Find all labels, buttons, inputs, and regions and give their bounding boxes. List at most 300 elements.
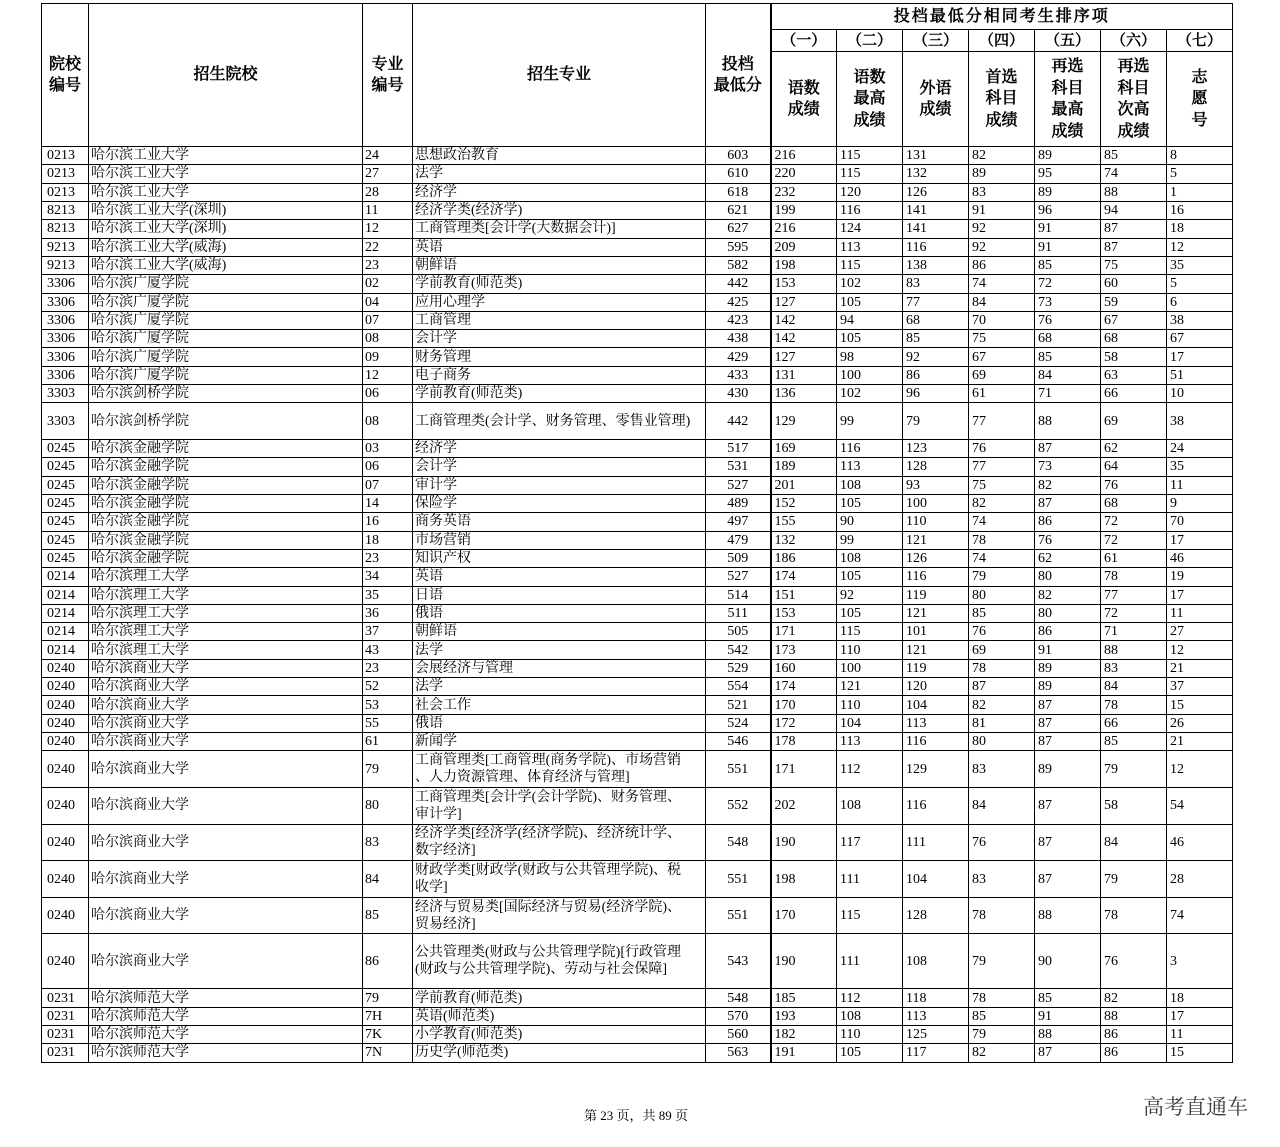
preference-number-cell: 12 — [1167, 641, 1233, 659]
chinese-math-score-cell: 199 — [771, 201, 837, 219]
foreign-language-score-cell: 116 — [903, 787, 969, 824]
school-name-cell: 哈尔滨金融学院 — [89, 458, 363, 476]
chinese-math-score-cell: 142 — [771, 330, 837, 348]
school-name-cell: 哈尔滨金融学院 — [89, 531, 363, 549]
table-row — [42, 293, 1233, 311]
major-name-cell: 财务管理 — [413, 348, 706, 366]
table-row — [42, 494, 1233, 512]
school-code-cell: 3306 — [42, 330, 89, 348]
reselect-subject-max-score-cell: 87 — [1035, 696, 1101, 714]
foreign-language-score-cell: 96 — [903, 385, 969, 403]
table-row — [42, 751, 1233, 788]
major-code-cell: 37 — [363, 623, 413, 641]
min-score-cell: 548 — [706, 989, 771, 1007]
reselect-subject-max-score-cell: 91 — [1035, 641, 1101, 659]
chinese-math-max-score-cell: 108 — [837, 476, 903, 494]
header-tiebreak-group: 投档最低分相同考生排序项 — [771, 4, 1233, 30]
header-school-name: 招生院校 — [89, 4, 363, 147]
table-row — [42, 311, 1233, 329]
chinese-math-max-score-cell: 115 — [837, 623, 903, 641]
first-choice-subject-score-cell: 86 — [969, 256, 1035, 274]
school-name-cell: 哈尔滨工业大学(深圳) — [89, 220, 363, 238]
table-body — [42, 147, 1233, 1063]
chinese-math-score-cell: 220 — [771, 165, 837, 183]
table-row — [42, 403, 1233, 440]
foreign-language-score-cell: 141 — [903, 220, 969, 238]
major-code-cell: 22 — [363, 238, 413, 256]
chinese-math-score-cell: 153 — [771, 275, 837, 293]
min-score-cell: 524 — [706, 714, 771, 732]
first-choice-subject-score-cell: 69 — [969, 641, 1035, 659]
min-score-cell: 543 — [706, 934, 771, 989]
school-code-cell: 0214 — [42, 568, 89, 586]
chinese-math-max-score-cell: 104 — [837, 714, 903, 732]
school-code-cell: 0231 — [42, 989, 89, 1007]
preference-number-cell: 51 — [1167, 366, 1233, 384]
chinese-math-score-cell: 202 — [771, 787, 837, 824]
preference-number-cell: 35 — [1167, 256, 1233, 274]
header-preference-number: 志 愿 号 — [1167, 52, 1233, 147]
chinese-math-score-cell: 169 — [771, 440, 837, 458]
reselect-subject-second-score-cell: 75 — [1101, 256, 1167, 274]
major-code-cell: 12 — [363, 220, 413, 238]
reselect-subject-second-score-cell: 76 — [1101, 476, 1167, 494]
major-name-cell: 工商管理类[工商管理(商务学院)、市场营销 、人力资源管理、体育经济与管理] — [413, 751, 706, 788]
reselect-subject-max-score-cell: 87 — [1035, 733, 1101, 751]
min-score-cell: 438 — [706, 330, 771, 348]
table-row — [42, 476, 1233, 494]
school-code-cell: 3306 — [42, 348, 89, 366]
school-name-cell: 哈尔滨师范大学 — [89, 1007, 363, 1025]
reselect-subject-second-score-cell: 72 — [1101, 604, 1167, 622]
header-chinese-math-max-score: 语数 最高 成绩 — [837, 52, 903, 147]
min-score-cell: 582 — [706, 256, 771, 274]
header-first-choice-subject-score: 首选 科目 成绩 — [969, 52, 1035, 147]
major-code-cell: 07 — [363, 476, 413, 494]
first-choice-subject-score-cell: 82 — [969, 1044, 1035, 1062]
reselect-subject-second-score-cell: 76 — [1101, 934, 1167, 989]
major-code-cell: 84 — [363, 861, 413, 898]
header-tiebreak-index-2: （二） — [837, 30, 903, 52]
table-row — [42, 330, 1233, 348]
chinese-math-score-cell: 198 — [771, 256, 837, 274]
table-row — [42, 385, 1233, 403]
school-code-cell: 9213 — [42, 256, 89, 274]
reselect-subject-max-score-cell: 87 — [1035, 787, 1101, 824]
reselect-subject-max-score-cell: 85 — [1035, 348, 1101, 366]
reselect-subject-max-score-cell: 85 — [1035, 989, 1101, 1007]
school-code-cell: 0213 — [42, 165, 89, 183]
reselect-subject-max-score-cell: 80 — [1035, 568, 1101, 586]
reselect-subject-second-score-cell: 60 — [1101, 275, 1167, 293]
first-choice-subject-score-cell: 80 — [969, 586, 1035, 604]
chinese-math-score-cell: 155 — [771, 513, 837, 531]
foreign-language-score-cell: 121 — [903, 641, 969, 659]
major-name-cell: 英语 — [413, 568, 706, 586]
major-code-cell: 52 — [363, 678, 413, 696]
reselect-subject-second-score-cell: 77 — [1101, 586, 1167, 604]
chinese-math-max-score-cell: 108 — [837, 787, 903, 824]
school-name-cell: 哈尔滨商业大学 — [89, 696, 363, 714]
major-name-cell: 学前教育(师范类) — [413, 989, 706, 1007]
header-reselect-subject-max-score: 再选 科目 最高 成绩 — [1035, 52, 1101, 147]
preference-number-cell: 18 — [1167, 989, 1233, 1007]
table-row — [42, 641, 1233, 659]
school-name-cell: 哈尔滨商业大学 — [89, 824, 363, 861]
preference-number-cell: 46 — [1167, 549, 1233, 567]
table-row — [42, 348, 1233, 366]
chinese-math-score-cell: 186 — [771, 549, 837, 567]
min-score-cell: 433 — [706, 366, 771, 384]
reselect-subject-second-score-cell: 84 — [1101, 678, 1167, 696]
table-row — [42, 440, 1233, 458]
reselect-subject-max-score-cell: 86 — [1035, 513, 1101, 531]
preference-number-cell: 18 — [1167, 220, 1233, 238]
school-name-cell: 哈尔滨广厦学院 — [89, 348, 363, 366]
reselect-subject-max-score-cell: 82 — [1035, 586, 1101, 604]
preference-number-cell: 38 — [1167, 403, 1233, 440]
school-name-cell: 哈尔滨金融学院 — [89, 494, 363, 512]
major-name-cell: 小学教育(师范类) — [413, 1026, 706, 1044]
foreign-language-score-cell: 113 — [903, 714, 969, 732]
chinese-math-max-score-cell: 113 — [837, 238, 903, 256]
preference-number-cell: 11 — [1167, 1026, 1233, 1044]
preference-number-cell: 1 — [1167, 183, 1233, 201]
first-choice-subject-score-cell: 87 — [969, 678, 1035, 696]
reselect-subject-max-score-cell: 62 — [1035, 549, 1101, 567]
school-name-cell: 哈尔滨金融学院 — [89, 549, 363, 567]
min-score-cell: 430 — [706, 385, 771, 403]
foreign-language-score-cell: 68 — [903, 311, 969, 329]
reselect-subject-second-score-cell: 86 — [1101, 1026, 1167, 1044]
major-name-cell: 社会工作 — [413, 696, 706, 714]
reselect-subject-second-score-cell: 64 — [1101, 458, 1167, 476]
first-choice-subject-score-cell: 92 — [969, 238, 1035, 256]
chinese-math-score-cell: 172 — [771, 714, 837, 732]
reselect-subject-second-score-cell: 94 — [1101, 201, 1167, 219]
foreign-language-score-cell: 116 — [903, 238, 969, 256]
school-code-cell: 3303 — [42, 403, 89, 440]
first-choice-subject-score-cell: 75 — [969, 330, 1035, 348]
first-choice-subject-score-cell: 92 — [969, 220, 1035, 238]
header-foreign-language-score: 外语 成绩 — [903, 52, 969, 147]
chinese-math-max-score-cell: 108 — [837, 1007, 903, 1025]
major-name-cell: 英语 — [413, 238, 706, 256]
first-choice-subject-score-cell: 81 — [969, 714, 1035, 732]
chinese-math-max-score-cell: 110 — [837, 641, 903, 659]
chinese-math-max-score-cell: 112 — [837, 989, 903, 1007]
chinese-math-score-cell: 171 — [771, 751, 837, 788]
chinese-math-max-score-cell: 110 — [837, 696, 903, 714]
chinese-math-score-cell: 189 — [771, 458, 837, 476]
school-code-cell: 0214 — [42, 586, 89, 604]
reselect-subject-second-score-cell: 71 — [1101, 623, 1167, 641]
header-tiebreak-index-6: （六） — [1101, 30, 1167, 52]
first-choice-subject-score-cell: 79 — [969, 1026, 1035, 1044]
major-name-cell: 历史学(师范类) — [413, 1044, 706, 1062]
foreign-language-score-cell: 113 — [903, 1007, 969, 1025]
foreign-language-score-cell: 117 — [903, 1044, 969, 1062]
reselect-subject-max-score-cell: 72 — [1035, 275, 1101, 293]
preference-number-cell: 21 — [1167, 733, 1233, 751]
school-name-cell: 哈尔滨理工大学 — [89, 568, 363, 586]
chinese-math-max-score-cell: 111 — [837, 861, 903, 898]
foreign-language-score-cell: 93 — [903, 476, 969, 494]
major-code-cell: 23 — [363, 256, 413, 274]
chinese-math-score-cell: 216 — [771, 220, 837, 238]
school-code-cell: 0240 — [42, 861, 89, 898]
major-name-cell: 朝鲜语 — [413, 623, 706, 641]
table-row — [42, 531, 1233, 549]
school-name-cell: 哈尔滨广厦学院 — [89, 293, 363, 311]
min-score-cell: 442 — [706, 403, 771, 440]
first-choice-subject-score-cell: 85 — [969, 1007, 1035, 1025]
preference-number-cell: 70 — [1167, 513, 1233, 531]
foreign-language-score-cell: 77 — [903, 293, 969, 311]
major-name-cell: 财政学类[财政学(财政与公共管理学院)、税 收学] — [413, 861, 706, 898]
min-score-cell: 618 — [706, 183, 771, 201]
preference-number-cell: 9 — [1167, 494, 1233, 512]
table-row — [42, 147, 1233, 165]
foreign-language-score-cell: 104 — [903, 696, 969, 714]
preference-number-cell: 54 — [1167, 787, 1233, 824]
preference-number-cell: 46 — [1167, 824, 1233, 861]
min-score-cell: 527 — [706, 568, 771, 586]
reselect-subject-second-score-cell: 87 — [1101, 220, 1167, 238]
chinese-math-score-cell: 173 — [771, 641, 837, 659]
foreign-language-score-cell: 92 — [903, 348, 969, 366]
school-code-cell: 0245 — [42, 476, 89, 494]
reselect-subject-max-score-cell: 87 — [1035, 714, 1101, 732]
preference-number-cell: 21 — [1167, 659, 1233, 677]
major-name-cell: 法学 — [413, 678, 706, 696]
school-code-cell: 3306 — [42, 293, 89, 311]
foreign-language-score-cell: 138 — [903, 256, 969, 274]
reselect-subject-max-score-cell: 80 — [1035, 604, 1101, 622]
major-code-cell: 27 — [363, 165, 413, 183]
chinese-math-score-cell: 178 — [771, 733, 837, 751]
major-code-cell: 35 — [363, 586, 413, 604]
reselect-subject-max-score-cell: 91 — [1035, 238, 1101, 256]
table-row — [42, 1044, 1233, 1062]
reselect-subject-max-score-cell: 96 — [1035, 201, 1101, 219]
first-choice-subject-score-cell: 83 — [969, 751, 1035, 788]
preference-number-cell: 28 — [1167, 861, 1233, 898]
reselect-subject-max-score-cell: 71 — [1035, 385, 1101, 403]
chinese-math-max-score-cell: 92 — [837, 586, 903, 604]
reselect-subject-max-score-cell: 95 — [1035, 165, 1101, 183]
reselect-subject-second-score-cell: 62 — [1101, 440, 1167, 458]
major-name-cell: 学前教育(师范类) — [413, 385, 706, 403]
min-score-cell: 551 — [706, 897, 771, 934]
major-code-cell: 55 — [363, 714, 413, 732]
first-choice-subject-score-cell: 83 — [969, 183, 1035, 201]
chinese-math-max-score-cell: 102 — [837, 275, 903, 293]
chinese-math-max-score-cell: 115 — [837, 147, 903, 165]
school-name-cell: 哈尔滨理工大学 — [89, 586, 363, 604]
reselect-subject-max-score-cell: 87 — [1035, 440, 1101, 458]
table-row — [42, 696, 1233, 714]
chinese-math-max-score-cell: 99 — [837, 403, 903, 440]
major-name-cell: 商务英语 — [413, 513, 706, 531]
preference-number-cell: 67 — [1167, 330, 1233, 348]
min-score-cell: 521 — [706, 696, 771, 714]
school-code-cell: 0214 — [42, 604, 89, 622]
chinese-math-score-cell: 216 — [771, 147, 837, 165]
major-name-cell: 应用心理学 — [413, 293, 706, 311]
school-name-cell: 哈尔滨师范大学 — [89, 1044, 363, 1062]
school-name-cell: 哈尔滨工业大学 — [89, 147, 363, 165]
reselect-subject-second-score-cell: 74 — [1101, 165, 1167, 183]
reselect-subject-second-score-cell: 82 — [1101, 989, 1167, 1007]
reselect-subject-second-score-cell: 85 — [1101, 147, 1167, 165]
first-choice-subject-score-cell: 76 — [969, 824, 1035, 861]
foreign-language-score-cell: 131 — [903, 147, 969, 165]
school-code-cell: 8213 — [42, 201, 89, 219]
school-code-cell: 0240 — [42, 714, 89, 732]
min-score-cell: 548 — [706, 824, 771, 861]
reselect-subject-second-score-cell: 66 — [1101, 385, 1167, 403]
reselect-subject-second-score-cell: 78 — [1101, 897, 1167, 934]
preference-number-cell: 74 — [1167, 897, 1233, 934]
school-name-cell: 哈尔滨广厦学院 — [89, 330, 363, 348]
min-score-cell: 551 — [706, 751, 771, 788]
chinese-math-max-score-cell: 116 — [837, 440, 903, 458]
school-name-cell: 哈尔滨理工大学 — [89, 641, 363, 659]
school-code-cell: 0245 — [42, 494, 89, 512]
reselect-subject-max-score-cell: 76 — [1035, 311, 1101, 329]
major-code-cell: 03 — [363, 440, 413, 458]
school-code-cell: 0213 — [42, 147, 89, 165]
table-row — [42, 659, 1233, 677]
foreign-language-score-cell: 128 — [903, 897, 969, 934]
preference-number-cell: 26 — [1167, 714, 1233, 732]
first-choice-subject-score-cell: 70 — [969, 311, 1035, 329]
preference-number-cell: 11 — [1167, 476, 1233, 494]
reselect-subject-second-score-cell: 88 — [1101, 183, 1167, 201]
major-name-cell: 经济学类(经济学) — [413, 201, 706, 219]
header-reselect-subject-second-score: 再选 科目 次高 成绩 — [1101, 52, 1167, 147]
chinese-math-score-cell: 185 — [771, 989, 837, 1007]
chinese-math-score-cell: 191 — [771, 1044, 837, 1062]
first-choice-subject-score-cell: 74 — [969, 549, 1035, 567]
reselect-subject-max-score-cell: 89 — [1035, 183, 1101, 201]
major-code-cell: 79 — [363, 751, 413, 788]
table-row — [42, 513, 1233, 531]
reselect-subject-max-score-cell: 73 — [1035, 293, 1101, 311]
reselect-subject-second-score-cell: 85 — [1101, 733, 1167, 751]
preference-number-cell: 5 — [1167, 165, 1233, 183]
major-name-cell: 保险学 — [413, 494, 706, 512]
major-name-cell: 公共管理类(财政与公共管理学院)[行政管理 (财政与公共管理学院)、劳动与社会保障] — [413, 934, 706, 989]
chinese-math-max-score-cell: 105 — [837, 293, 903, 311]
school-code-cell: 0245 — [42, 549, 89, 567]
reselect-subject-max-score-cell: 87 — [1035, 494, 1101, 512]
major-name-cell: 工商管理 — [413, 311, 706, 329]
first-choice-subject-score-cell: 84 — [969, 787, 1035, 824]
min-score-cell: 610 — [706, 165, 771, 183]
reselect-subject-second-score-cell: 72 — [1101, 531, 1167, 549]
major-name-cell: 经济学类[经济学(经济学院)、经济统计学、 数字经济] — [413, 824, 706, 861]
major-code-cell: 28 — [363, 183, 413, 201]
school-name-cell: 哈尔滨商业大学 — [89, 934, 363, 989]
foreign-language-score-cell: 119 — [903, 586, 969, 604]
school-name-cell: 哈尔滨剑桥学院 — [89, 403, 363, 440]
foreign-language-score-cell: 125 — [903, 1026, 969, 1044]
preference-number-cell: 27 — [1167, 623, 1233, 641]
first-choice-subject-score-cell: 83 — [969, 861, 1035, 898]
header-min-score: 投档 最低分 — [706, 4, 771, 147]
page-number: 第 23 页，共 89 页 — [583, 1108, 688, 1123]
foreign-language-score-cell: 121 — [903, 531, 969, 549]
reselect-subject-second-score-cell: 87 — [1101, 238, 1167, 256]
major-name-cell: 新闻学 — [413, 733, 706, 751]
chinese-math-max-score-cell: 105 — [837, 568, 903, 586]
major-name-cell: 会计学 — [413, 330, 706, 348]
school-name-cell: 哈尔滨工业大学 — [89, 165, 363, 183]
reselect-subject-max-score-cell: 88 — [1035, 897, 1101, 934]
first-choice-subject-score-cell: 75 — [969, 476, 1035, 494]
major-code-cell: 02 — [363, 275, 413, 293]
header-tiebreak-index-3: （三） — [903, 30, 969, 52]
preference-number-cell: 15 — [1167, 696, 1233, 714]
preference-number-cell: 24 — [1167, 440, 1233, 458]
table-row — [42, 220, 1233, 238]
first-choice-subject-score-cell: 61 — [969, 385, 1035, 403]
reselect-subject-max-score-cell: 89 — [1035, 678, 1101, 696]
header-major-code: 专业 编号 — [363, 4, 413, 147]
major-code-cell: 36 — [363, 604, 413, 622]
major-code-cell: 18 — [363, 531, 413, 549]
table-row — [42, 458, 1233, 476]
major-name-cell: 知识产权 — [413, 549, 706, 567]
min-score-cell: 509 — [706, 549, 771, 567]
major-name-cell: 思想政治教育 — [413, 147, 706, 165]
school-code-cell: 0213 — [42, 183, 89, 201]
chinese-math-score-cell: 142 — [771, 311, 837, 329]
school-name-cell: 哈尔滨师范大学 — [89, 989, 363, 1007]
header-chinese-math-score: 语数 成绩 — [771, 52, 837, 147]
major-name-cell: 经济与贸易类[国际经济与贸易(经济学院)、 贸易经济] — [413, 897, 706, 934]
chinese-math-score-cell: 171 — [771, 623, 837, 641]
major-code-cell: 08 — [363, 403, 413, 440]
foreign-language-score-cell: 110 — [903, 513, 969, 531]
major-name-cell: 工商管理类[会计学(大数据会计)] — [413, 220, 706, 238]
reselect-subject-max-score-cell: 86 — [1035, 623, 1101, 641]
chinese-math-max-score-cell: 113 — [837, 733, 903, 751]
first-choice-subject-score-cell: 74 — [969, 275, 1035, 293]
school-code-cell: 0245 — [42, 513, 89, 531]
reselect-subject-max-score-cell: 87 — [1035, 1044, 1101, 1062]
table-row — [42, 1007, 1233, 1025]
chinese-math-score-cell: 198 — [771, 861, 837, 898]
foreign-language-score-cell: 111 — [903, 824, 969, 861]
chinese-math-max-score-cell: 115 — [837, 256, 903, 274]
reselect-subject-second-score-cell: 66 — [1101, 714, 1167, 732]
preference-number-cell: 15 — [1167, 1044, 1233, 1062]
first-choice-subject-score-cell: 77 — [969, 403, 1035, 440]
major-code-cell: 86 — [363, 934, 413, 989]
chinese-math-score-cell: 132 — [771, 531, 837, 549]
school-code-cell: 8213 — [42, 220, 89, 238]
reselect-subject-second-score-cell: 84 — [1101, 824, 1167, 861]
school-name-cell: 哈尔滨商业大学 — [89, 714, 363, 732]
foreign-language-score-cell: 118 — [903, 989, 969, 1007]
first-choice-subject-score-cell: 78 — [969, 989, 1035, 1007]
first-choice-subject-score-cell: 85 — [969, 604, 1035, 622]
school-name-cell: 哈尔滨商业大学 — [89, 751, 363, 788]
reselect-subject-max-score-cell: 85 — [1035, 256, 1101, 274]
